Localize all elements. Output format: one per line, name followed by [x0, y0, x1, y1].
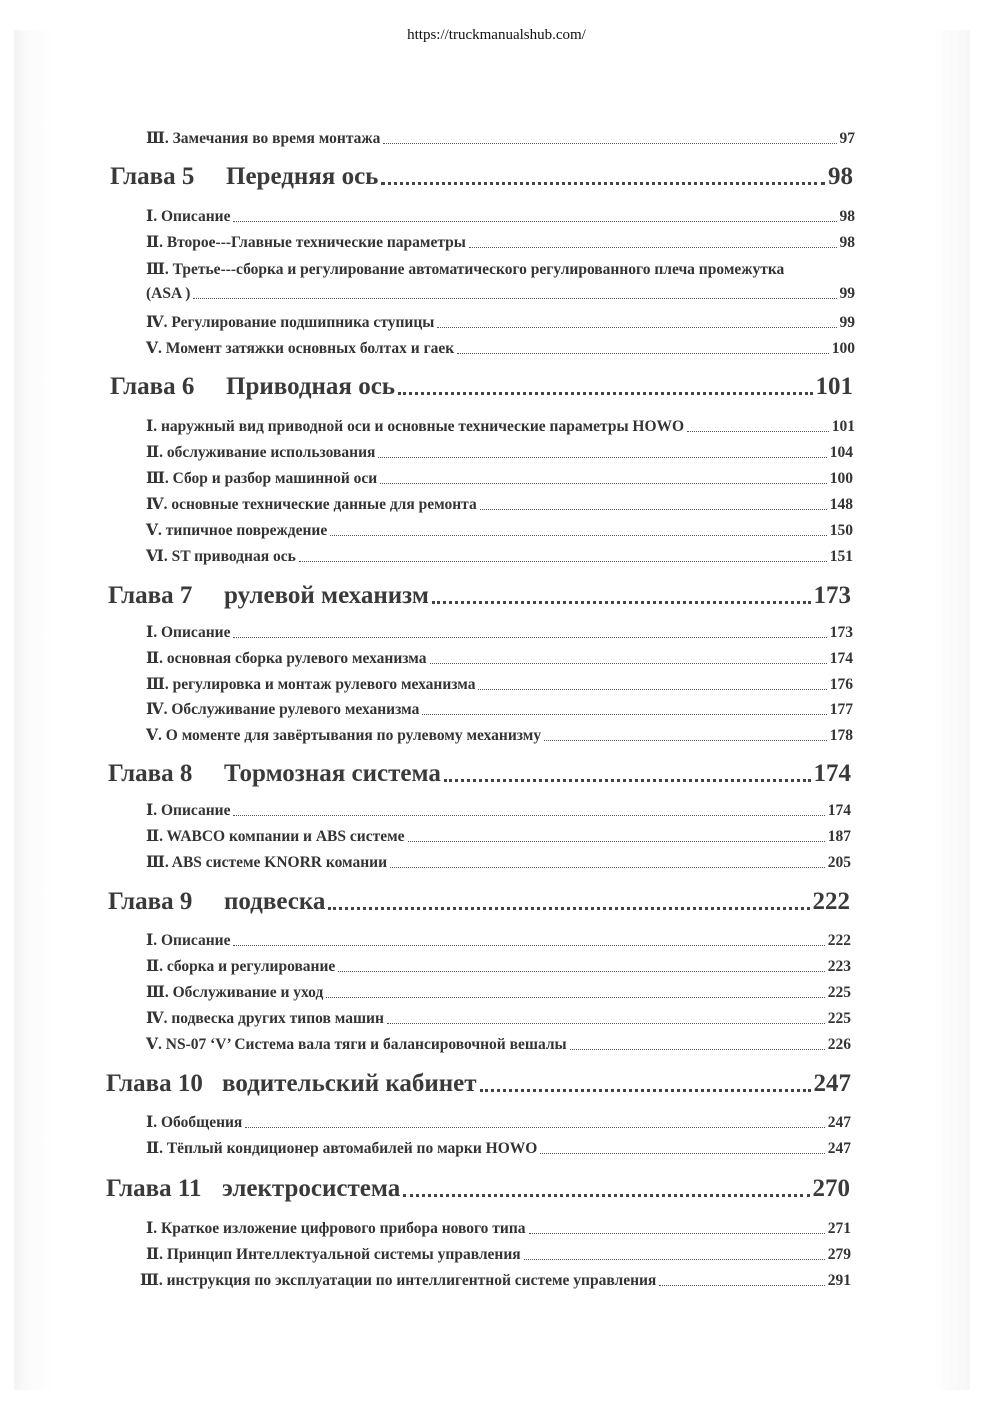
- toc-chapter-row[interactable]: [108, 582, 851, 610]
- dot-leader: [529, 1233, 825, 1234]
- section-title: Ⅲ. Сбор и разбор машинной оси: [146, 470, 378, 487]
- section-title: Ⅰ. Обобщения: [146, 1114, 243, 1131]
- page-number: 176: [829, 676, 853, 693]
- dot-leader: [326, 997, 824, 998]
- page-number: 174: [813, 760, 851, 787]
- page-number: 151: [829, 548, 853, 565]
- toc-section-row[interactable]: [146, 206, 855, 226]
- dot-leader: [469, 247, 837, 248]
- toc-section-row[interactable]: [146, 622, 853, 642]
- page-number: 97: [839, 130, 855, 147]
- page-number: 98: [839, 208, 855, 225]
- page-number: 174: [829, 650, 853, 667]
- page-number: 271: [827, 1220, 851, 1237]
- toc-section-row[interactable]: [146, 1008, 851, 1028]
- chapter-title: подвеска: [224, 888, 326, 915]
- dot-leader: [233, 637, 826, 638]
- page-number: 222: [827, 932, 851, 949]
- page-number: 173: [829, 624, 853, 641]
- dot-leader: [233, 945, 824, 946]
- section-title: Ⅳ. основные технические данные для ремонта: [146, 496, 477, 513]
- page-number: 225: [827, 984, 851, 1001]
- toc-chapter-row[interactable]: [110, 373, 853, 401]
- page-number: 247: [827, 1114, 851, 1131]
- section-title: Ⅲ. Обслуживание и уход: [146, 984, 324, 1001]
- toc-section-row[interactable]: [146, 852, 851, 872]
- section-title: Ⅰ. Краткое изложение цифрового прибора нового типа: [146, 1220, 526, 1237]
- dot-leader: [328, 907, 809, 910]
- dot-leader: [387, 1023, 825, 1024]
- chapter-number: Глава 5: [110, 163, 195, 190]
- toc-section-row[interactable]: [146, 674, 853, 694]
- dot-leader: [457, 353, 829, 354]
- dot-leader: [540, 1153, 824, 1154]
- toc-section-row[interactable]: [146, 699, 853, 719]
- page-number: 270: [812, 1175, 850, 1202]
- toc-section-row[interactable]: [146, 468, 853, 488]
- page-number: 178: [829, 727, 853, 744]
- chapter-number: Глава 7: [108, 582, 193, 609]
- section-title: Ⅵ. ST приводная ось: [146, 548, 296, 565]
- toc-chapter-row[interactable]: [106, 1070, 851, 1098]
- dot-leader: [380, 483, 827, 484]
- section-title: Ⅰ. Описание: [146, 624, 231, 641]
- page-number: 148: [829, 496, 853, 513]
- dot-leader: [478, 689, 826, 690]
- page-number: 291: [827, 1272, 851, 1289]
- dot-leader: [422, 714, 826, 715]
- toc-chapter-row[interactable]: [110, 163, 853, 191]
- section-title: Ⅱ. Тёплый кондиционер автомабилей по марки HOWO: [146, 1140, 538, 1157]
- dot-leader: [381, 182, 825, 185]
- section-title: Ⅳ. подвеска других типов машин: [146, 1010, 384, 1027]
- section-title: Ⅲ. Третье---сборка и регулирование автоматического регулированного плеча промежутка: [146, 261, 785, 278]
- page-number: 104: [829, 444, 853, 461]
- page-number: 99: [839, 285, 855, 302]
- page-number: 187: [827, 828, 851, 845]
- toc-section-row[interactable]: [146, 416, 855, 436]
- page-number: 226: [827, 1036, 851, 1053]
- chapter-title: Приводная ось: [226, 373, 396, 400]
- section-title: Ⅰ. наружный вид приводной оси и основные технические параметры HOWO: [146, 418, 685, 435]
- section-title: Ⅱ. WABCO компании и ABS системе: [146, 828, 405, 845]
- page-number: 247: [813, 1070, 851, 1097]
- dot-leader: [330, 535, 827, 536]
- page-number: 225: [827, 1010, 851, 1027]
- dot-leader: [403, 1194, 809, 1197]
- page-number: 247: [827, 1140, 851, 1157]
- page-number: 222: [812, 888, 850, 915]
- page-number: 150: [829, 522, 853, 539]
- chapter-title: электросистема: [222, 1175, 401, 1202]
- dot-leader: [480, 509, 827, 510]
- toc-section-row[interactable]: [146, 546, 853, 566]
- dot-leader: [408, 841, 825, 842]
- dot-leader: [437, 327, 836, 328]
- toc-section-row[interactable]: [146, 494, 853, 514]
- dot-leader: [570, 1049, 825, 1050]
- section-title: Ⅰ. Описание: [146, 208, 231, 225]
- dot-leader: [193, 298, 836, 299]
- toc-section-row[interactable]: [146, 1244, 851, 1264]
- chapter-number: Глава 10: [106, 1070, 203, 1097]
- section-title: Ⅴ. Момент затяжки основных болтах и гаек: [146, 340, 455, 357]
- section-title: Ⅲ. инструкция по эксплуатации по интеллигентной системе управления: [140, 1272, 657, 1289]
- toc-section-row[interactable]: [146, 520, 853, 540]
- page-number: 205: [827, 854, 851, 871]
- chapter-title: рулевой механизм: [224, 582, 429, 609]
- section-title: Ⅴ. типичное повреждение: [146, 522, 328, 539]
- toc-section-row[interactable]: [146, 930, 851, 950]
- toc-section-row[interactable]: [146, 312, 855, 332]
- section-title: Ⅳ. Регулирование подшипника ступицы: [146, 314, 435, 331]
- toc-section-row[interactable]: [146, 725, 853, 745]
- page-number: 100: [831, 340, 855, 357]
- chapter-number: Глава 6: [110, 373, 195, 400]
- toc-chapter-row[interactable]: [108, 760, 851, 788]
- dot-leader: [430, 663, 827, 664]
- toc-section-row[interactable]: [146, 1112, 851, 1132]
- toc-section-row[interactable]: [146, 982, 851, 1002]
- toc-chapter-row[interactable]: [108, 888, 850, 916]
- chapter-title: Тормозная система: [224, 760, 441, 787]
- dot-leader: [524, 1259, 825, 1260]
- chapter-number: Глава 8: [108, 760, 193, 787]
- dot-leader: [299, 561, 827, 562]
- dot-leader: [687, 431, 829, 432]
- page-number: 279: [827, 1246, 851, 1263]
- page-number: 174: [827, 802, 851, 819]
- toc-section-row[interactable]: [146, 1138, 851, 1158]
- toc-section-row[interactable]: [146, 285, 855, 303]
- toc-section-row[interactable]: [146, 259, 855, 279]
- toc-section-row[interactable]: [146, 442, 853, 462]
- dot-leader: [659, 1285, 824, 1286]
- section-title: Ⅱ. обслуживание использования: [146, 444, 376, 461]
- section-title: Ⅱ. сборка и регулирование: [146, 958, 336, 975]
- dot-leader: [432, 601, 811, 604]
- toc-section-row[interactable]: [146, 1218, 851, 1238]
- chapter-number: Глава 11: [106, 1175, 202, 1202]
- toc-section-row[interactable]: [146, 648, 853, 668]
- page-number: 98: [828, 163, 853, 190]
- section-title: Ⅴ. NS-07 ‘V’ Система вала тяги и балансировочной вешалы: [146, 1036, 567, 1053]
- dot-leader: [245, 1127, 824, 1128]
- section-title: Ⅳ. Обслуживание рулевого механизма: [146, 701, 420, 718]
- toc-section-row[interactable]: [146, 826, 851, 846]
- dot-leader: [390, 867, 825, 868]
- page-number: 99: [839, 314, 855, 331]
- page-number: 177: [829, 701, 853, 718]
- section-title: Ⅰ. Описание: [146, 802, 231, 819]
- section-title: Ⅴ. О моменте для завёртывания по рулевому механизму: [146, 727, 542, 744]
- dot-leader: [444, 779, 811, 782]
- toc-section-row[interactable]: [146, 956, 851, 976]
- dot-leader: [338, 971, 824, 972]
- page-number: 223: [827, 958, 851, 975]
- dot-leader: [398, 392, 812, 395]
- section-title: Ⅲ. Замечания во время монтажа: [146, 130, 381, 147]
- dot-leader: [480, 1089, 811, 1092]
- page-number: 173: [813, 582, 851, 609]
- page-number: 101: [815, 373, 853, 400]
- section-title: Ⅱ. основная сборка рулевого механизма: [146, 650, 427, 667]
- section-title: Ⅰ. Описание: [146, 932, 231, 949]
- toc-section-row[interactable]: [146, 128, 855, 148]
- dot-leader: [383, 143, 836, 144]
- toc-section-row[interactable]: [146, 1034, 851, 1054]
- section-title: Ⅱ. Второе---Главные технические параметры: [146, 234, 466, 251]
- page-number: 101: [831, 418, 855, 435]
- page-number: 98: [839, 234, 855, 251]
- dot-leader: [233, 815, 824, 816]
- section-title: Ⅱ. Принцип Интеллектуальной системы управления: [146, 1246, 521, 1263]
- toc-section-row[interactable]: [146, 800, 851, 820]
- toc-section-row[interactable]: [146, 338, 855, 358]
- chapter-title: Передняя ось: [226, 163, 379, 190]
- dot-leader: [378, 457, 826, 458]
- section-title: (ASA ): [146, 285, 191, 302]
- page-number: 100: [829, 470, 853, 487]
- source-url: https://truckmanualshub.com/: [407, 27, 586, 43]
- chapter-number: Глава 9: [108, 888, 193, 915]
- section-title: Ⅲ. регулировка и монтаж рулевого механизма: [146, 676, 476, 693]
- dot-leader: [544, 740, 827, 741]
- toc-section-row[interactable]: [146, 232, 855, 252]
- toc-chapter-row[interactable]: [106, 1175, 850, 1203]
- section-title: Ⅲ. ABS системе KNORR комании: [146, 854, 388, 871]
- chapter-title: водительский кабинет: [222, 1070, 477, 1097]
- dot-leader: [233, 221, 836, 222]
- toc-section-row[interactable]: [140, 1270, 851, 1290]
